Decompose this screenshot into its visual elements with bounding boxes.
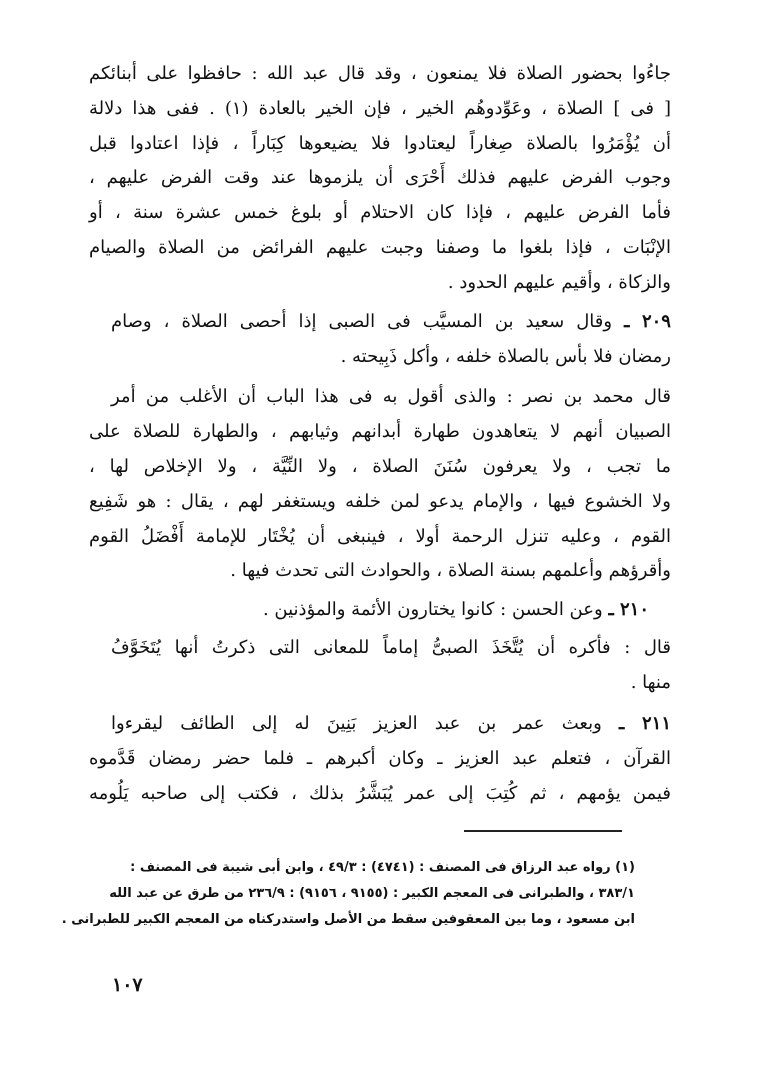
para-211-text: وبعث عمر بن عبد العزيز بَنِينَ له إلى الطائف ليقرءوا [111, 713, 602, 734]
para-210-text: وعن الحسن : كانوا يختارون الأئمة والمؤذنين . [262, 599, 603, 620]
nasr-line-6: وأقرؤهم وأعلمهم بسنة الصلاة ، والحوادث التى تحدث فيها . [230, 560, 671, 581]
body-line-1: جاءُوا بحضور الصلاة فلا يمنعون ، وقد قال عبد الله : حافظوا على أبنائكم [89, 63, 671, 84]
para-209-number: ٢٠٩ ـ [624, 311, 671, 332]
nasr-line-2: الصبيان أنهم لا يتعاهدون طهارة أبدانهم وثيابهم ، والطهارة للصلاة على [89, 421, 671, 442]
body-line-6: الإنْبَات ، فإذا بلغوا ما وصفنا وجبت عليهم الفرائض من الصلاة والصيام [89, 237, 671, 258]
para-209-text: وقال سعيد بن المسيَّب فى الصبى إذا أحصى الصلاة ، وصام [111, 311, 613, 332]
nasr-line-3: ما تجب ، ولا يعرفون سُنَنَ الصلاة ، ولا النِّيَّة ، ولا الإخلاص لها ، [89, 456, 671, 477]
body-line-2: [ فى ] الصلاة ، وعَوِّدوهُم الخير ، فإن الخير بالعادة (١) . ففى هذا دلالة [89, 98, 672, 119]
qala-line-1: قال : فأكره أن يُتَّخَذَ الصبىُّ إماماً للمعانى التى ذكرتُ أنها يُتَخَوَّفُ [111, 637, 671, 658]
body-line-4: وجوب الفرض عليهم فذلك أَحْرَى أن يلزموها عند وقت الفرض عليهم ، [89, 167, 671, 188]
footnote-line-1: (١) رواه عبد الرزاق فى المصنف : (٤٧٤١) : ٤٩/٣ ، وابن أبى شيبة فى المصنف : [130, 860, 635, 875]
nasr-line-5: القوم ، وعليه تنزل الرحمة أولا ، فينبغى أن يُخْتَار للإمامة أَفْضَلُ القوم [89, 526, 671, 547]
para-211-line-3: فيمن يؤمهم ، ثم كُتِبَ إلى عمر يُبَشَّرُ بذلك ، فكتب إلى صاحبه يَلُومه [89, 783, 671, 804]
para-210-line [89, 598, 649, 622]
para-211-number: ٢١١ ـ [618, 713, 671, 734]
page-number: ١٠٧ [112, 974, 143, 996]
para-210-number: ٢١٠ ـ [608, 599, 649, 620]
para-211-line-2: القرآن ، فتعلم عبد العزيز ـ وكان أكبرهم ـ فلما حضر رمضان قَدَّموه [89, 748, 671, 769]
para-209-line-2: رمضان فلا بأس بالصلاة خلفه ، وأكل ذَبِيحته . [340, 346, 671, 367]
footnote-line-3: ابن مسعود ، وما بين المعقوفين سقط من الأصل واستدركناه من المعجم الكبير للطبرانى . [61, 912, 635, 927]
footnote-separator [464, 830, 622, 832]
qala-line-2: منها . [630, 672, 671, 693]
footnote-line-2: ٣٨٣/١ ، والطبرانى فى المعجم الكبير : (٩١٥٥ ، ٩١٥٦) : ٢٣٦/٩ من طرق عن عبد الله [109, 886, 635, 901]
body-line-7: والزكاة ، وأقيم عليهم الحدود . [447, 272, 671, 293]
body-line-3: أن يُؤْمَرُوا بالصلاة صِغاراً ليعتادوا فلا يضيعوها كِبَاراً ، فإذا اعتادوا قبل [89, 133, 671, 154]
para-211-line-1 [111, 712, 671, 736]
body-line-5: فأما الفرض عليهم ، فإذا كان الاحتلام أو بلوغ خمس عشرة سنة ، أو [89, 202, 671, 223]
nasr-line-1: قال محمد بن نصر : والذى أقول به فى هذا الباب أن الأغلب من أمر [111, 386, 671, 407]
para-209-line-1 [111, 310, 671, 334]
nasr-line-4: ولا الخشوع فيها ، والإمام يدعو لمن خلفه ويستغفر لهم ، يقال : هو شَفِيع [89, 491, 671, 512]
